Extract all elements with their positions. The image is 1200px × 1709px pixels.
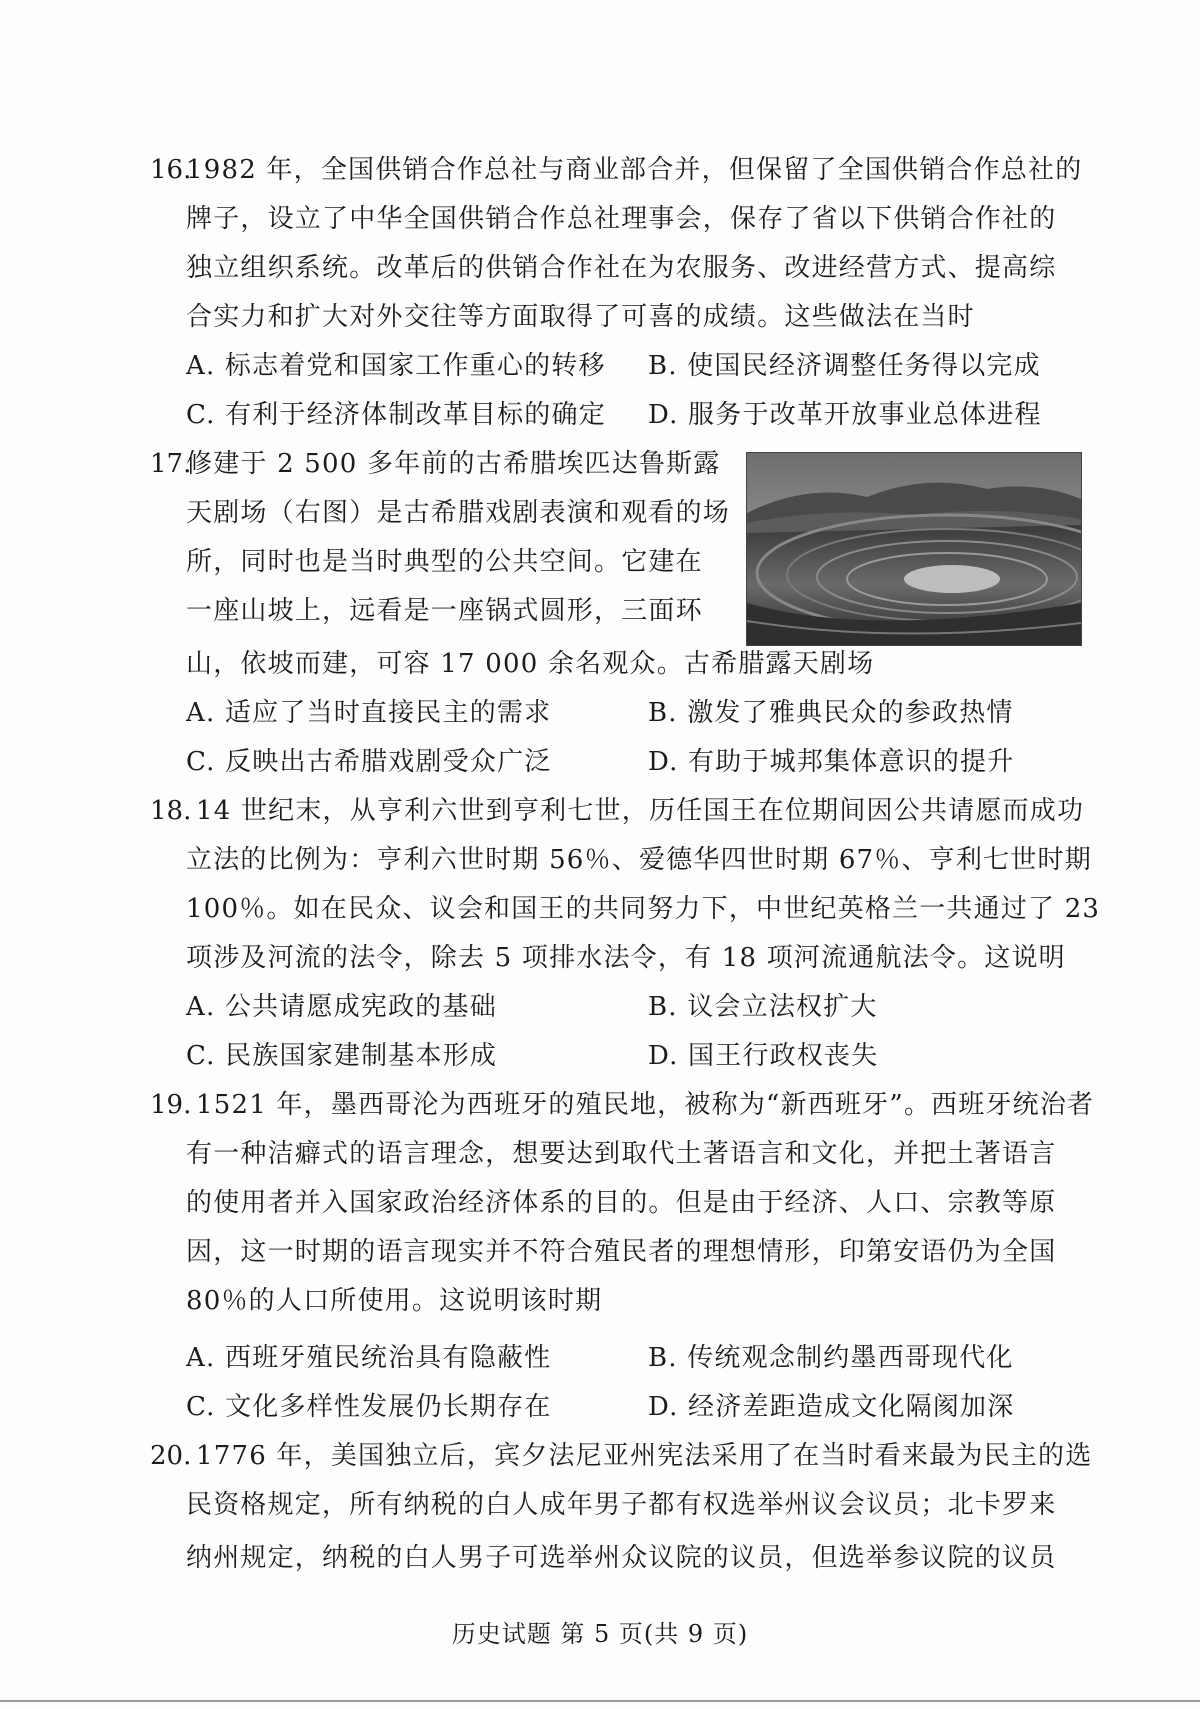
- theater-photo: [746, 452, 1082, 646]
- question-text-line: 山，依坡而建，可容 17 000 余名观众。古希腊露天剧场: [186, 649, 875, 679]
- option-d: D. 国王行政权丧失: [648, 1041, 879, 1071]
- question-text-line: 因，这一时期的语言现实并不符合殖民者的理想情形，印第安语仍为全国: [186, 1237, 1057, 1267]
- option-c: C. 民族国家建制基本形成: [186, 1041, 498, 1071]
- question-number: 18.: [150, 796, 192, 826]
- option-d: D. 服务于改革开放事业总体进程: [648, 400, 1042, 430]
- option-a: A. 公共请愿成宪政的基础: [186, 992, 497, 1022]
- question-number: 20.: [150, 1441, 192, 1471]
- question-text-line: 合实力和扩大对外交往等方面取得了可喜的成绩。这些做法在当时: [186, 302, 975, 332]
- question-number: 17.: [150, 449, 192, 479]
- page-footer: 历史试题 第 5 页(共 9 页): [451, 1620, 749, 1648]
- option-b: B. 使国民经济调整任务得以完成: [648, 351, 1041, 381]
- question-text-line: 1982 年，全国供销合作总社与商业部合并，但保留了全国供销合作总社的: [186, 155, 1083, 185]
- question-text-line: 1776 年，美国独立后，宾夕法尼亚州宪法采用了在当时看来最为民主的选: [196, 1441, 1093, 1471]
- question-text-line: 14 世纪末，从亨利六世到亨利七世，历任国王在位期间因公共请愿而成功: [196, 796, 1085, 826]
- question-text-line: 独立组织系统。改革后的供销合作社在为农服务、改进经营方式、提高综: [186, 253, 1057, 283]
- question-text-line: 有一种洁癖式的语言理念，想要达到取代土著语言和文化，并把土著语言: [186, 1139, 1057, 1169]
- question-text-line: 一座山坡上，远看是一座锅式圆形，三面环: [186, 596, 703, 626]
- option-b: B. 激发了雅典民众的参政热情: [648, 698, 1014, 728]
- question-text-line: 立法的比例为：亨利六世时期 56％、爱德华四世时期 67％、亨利七世时期: [186, 845, 1092, 875]
- question-text-line: 1521 年，墨西哥沦为西班牙的殖民地，被称为“新西班牙”。西班牙统治者: [196, 1090, 1095, 1120]
- option-b: B. 议会立法权扩大: [648, 992, 878, 1022]
- option-c: C. 文化多样性发展仍长期存在: [186, 1392, 552, 1422]
- option-d: D. 有助于城邦集体意识的提升: [648, 747, 1015, 777]
- option-a: A. 适应了当时直接民主的需求: [186, 698, 552, 728]
- question-text-line: 纳州规定，纳税的白人男子可选举州众议院的议员，但选举参议院的议员: [186, 1543, 1057, 1573]
- question-text-line: 民资格规定，所有纳税的白人成年男子都有权选举州议会议员；北卡罗来: [186, 1490, 1057, 1520]
- option-c: C. 反映出古希腊戏剧受众广泛: [186, 747, 552, 777]
- option-b: B. 传统观念制约墨西哥现代化: [648, 1343, 1014, 1373]
- question-text-line: 所，同时也是当时典型的公共空间。它建在: [186, 547, 703, 577]
- question-number: 19.: [150, 1090, 192, 1120]
- question-text-line: 天剧场（右图）是古希腊戏剧表演和观看的场: [186, 498, 731, 528]
- scan-artifact-line: [0, 1700, 1200, 1702]
- epidaurus-theater-image: [747, 453, 1081, 645]
- question-text-line: 修建于 2 500 多年前的古希腊埃匹达鲁斯露: [186, 449, 721, 479]
- option-d: D. 经济差距造成文化隔阂加深: [648, 1392, 1015, 1422]
- option-a: A. 标志着党和国家工作重心的转移: [186, 351, 606, 381]
- question-text-line: 的使用者并入国家政治经济体系的目的。但是由于经济、人口、宗教等原: [186, 1188, 1057, 1218]
- question-text-line: 100％。如在民众、议会和国王的共同努力下，中世纪英格兰一共通过了 23: [186, 894, 1101, 924]
- option-a: A. 西班牙殖民统治具有隐蔽性: [186, 1343, 552, 1373]
- question-text-line: 牌子，设立了中华全国供销合作总社理事会，保存了省以下供销合作社的: [186, 204, 1057, 234]
- question-number: 16.: [150, 155, 192, 185]
- option-c: C. 有利于经济体制改革目标的确定: [186, 400, 606, 430]
- question-text-line: 项涉及河流的法令，除去 5 项排水法令，有 18 项河流通航法令。这说明: [186, 943, 1066, 973]
- question-text-line: 80％的人口所使用。这说明该时期: [186, 1286, 603, 1316]
